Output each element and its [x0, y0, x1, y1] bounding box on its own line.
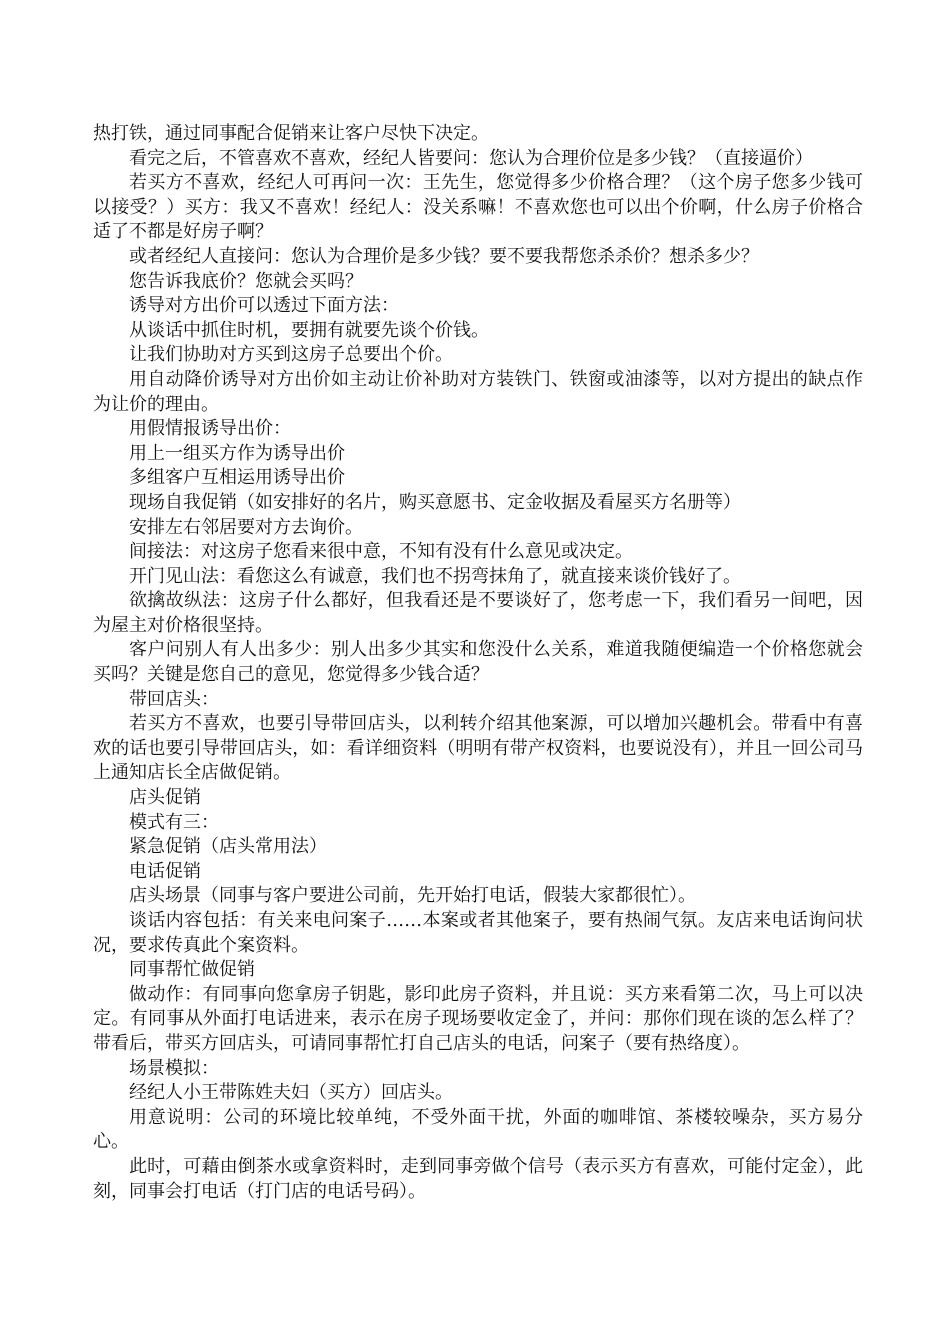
paragraph: 看完之后，不管喜欢不喜欢，经纪人皆要问：您认为合理价位是多少钱？（直接逼价） [129, 147, 813, 169]
paragraph: 场景模拟： [129, 1057, 219, 1079]
paragraph: 客户问别人有人出多少：别人出多少其实和您没什么关系，难道我随便编造一个价格您就会买吗？关键是您自己的意见，您觉得多少钱合适？ [93, 639, 863, 686]
paragraph: 欲擒故纵法：这房子什么都好，但我看还是不要谈好了，您考虑一下，我们看另一间吧，因为屋主对价格很坚持。 [93, 590, 863, 636]
paragraph: 用自动降价诱导对方出价如主动让价补助对方装铁门、铁窗或油漆等，以对方提出的缺点作为让价的理由。 [93, 368, 863, 415]
paragraph: 用意说明：公司的环境比较单纯，不受外面干扰，外面的咖啡馆、茶楼较噪杂，买方易分心。 [93, 1106, 863, 1153]
paragraph: 现场自我促销（如安排好的名片，购买意愿书、定金收据及看屋买方名册等） [129, 491, 741, 513]
paragraph: 此时，可藉由倒茶水或拿资料时，走到同事旁做个信号（表示买方有喜欢，可能付定金），此刻，同事会打电话（打门店的电话号码）。 [93, 1155, 863, 1202]
paragraph: 热打铁，通过同事配合促销来让客户尽快下决定。 [93, 123, 489, 144]
paragraph: 多组客户互相运用诱导出价 [129, 467, 345, 489]
paragraph: 店头场景（同事与客户要进公司前，先开始打电话，假装大家都很忙）。 [129, 885, 696, 907]
document-page [93, 122, 863, 1204]
paragraph: 电话促销 [129, 860, 201, 882]
paragraph: 间接法：对这房子您看来很中意，不知有没有什么意见或决定。 [129, 541, 633, 563]
paragraph: 您告诉我底价？您就会买吗？ [129, 270, 363, 292]
paragraph: 用假情报诱导出价： [129, 418, 291, 440]
paragraph: 安排左右邻居要对方去询价。 [129, 516, 363, 538]
paragraph: 开门见山法：看您这么有诚意，我们也不拐弯抹角了，就直接来谈价钱好了。 [129, 565, 741, 587]
paragraph: 做动作：有同事向您拿房子钥匙，影印此房子资料，并且说：买方来看第二次，马上可以决定。有同事从外面打电话进来，表示在房子现场要收定金了，并问：那你们现在谈的怎么样了？带看后，带买方回店头，可请同事帮忙打自己店头的电话，问案子（要有热络度）。 [93, 983, 863, 1054]
paragraph: 诱导对方出价可以透过下面方法： [129, 295, 399, 317]
paragraph: 同事帮忙做促销 [129, 959, 255, 981]
paragraph: 若买方不喜欢，经纪人可再问一次：王先生，您觉得多少价格合理？（这个房子您多少钱可以接受？）买方：我又不喜欢！经纪人：没关系嘛！不喜欢您也可以出个价啊，什么房子价格合适了不都是好房子啊？ [93, 172, 863, 243]
paragraph: 用上一组买方作为诱导出价 [129, 442, 345, 464]
paragraph: 带回店头： [129, 688, 219, 710]
paragraph: 从谈话中抓住时机，要拥有就要先谈个价钱。 [129, 319, 489, 341]
paragraph: 谈话内容包括：有关来电问案子……本案或者其他案子，要有热闹气氛。友店来电话询问状况，要求传真此个案资料。 [93, 910, 863, 956]
paragraph: 或者经纪人直接问：您认为合理价是多少钱？要不要我帮您杀杀价？想杀多少？ [129, 245, 759, 267]
paragraph: 经纪人小王带陈姓夫妇（买方）回店头。 [129, 1082, 453, 1104]
paragraph: 店头促销 [129, 787, 201, 809]
paragraph: 若买方不喜欢，也要引导带回店头，以利转介绍其他案源，可以增加兴趣机会。带看中有喜欢的话也要引导带回店头，如：看详细资料（明明有带产权资料，也要说没有），并且一回公司马上通知店长全店做促销。 [93, 713, 863, 784]
paragraph: 模式有三： [129, 811, 219, 833]
paragraph: 让我们协助对方买到这房子总要出个价。 [129, 344, 453, 366]
paragraph: 紧急促销（店头常用法） [129, 836, 327, 858]
